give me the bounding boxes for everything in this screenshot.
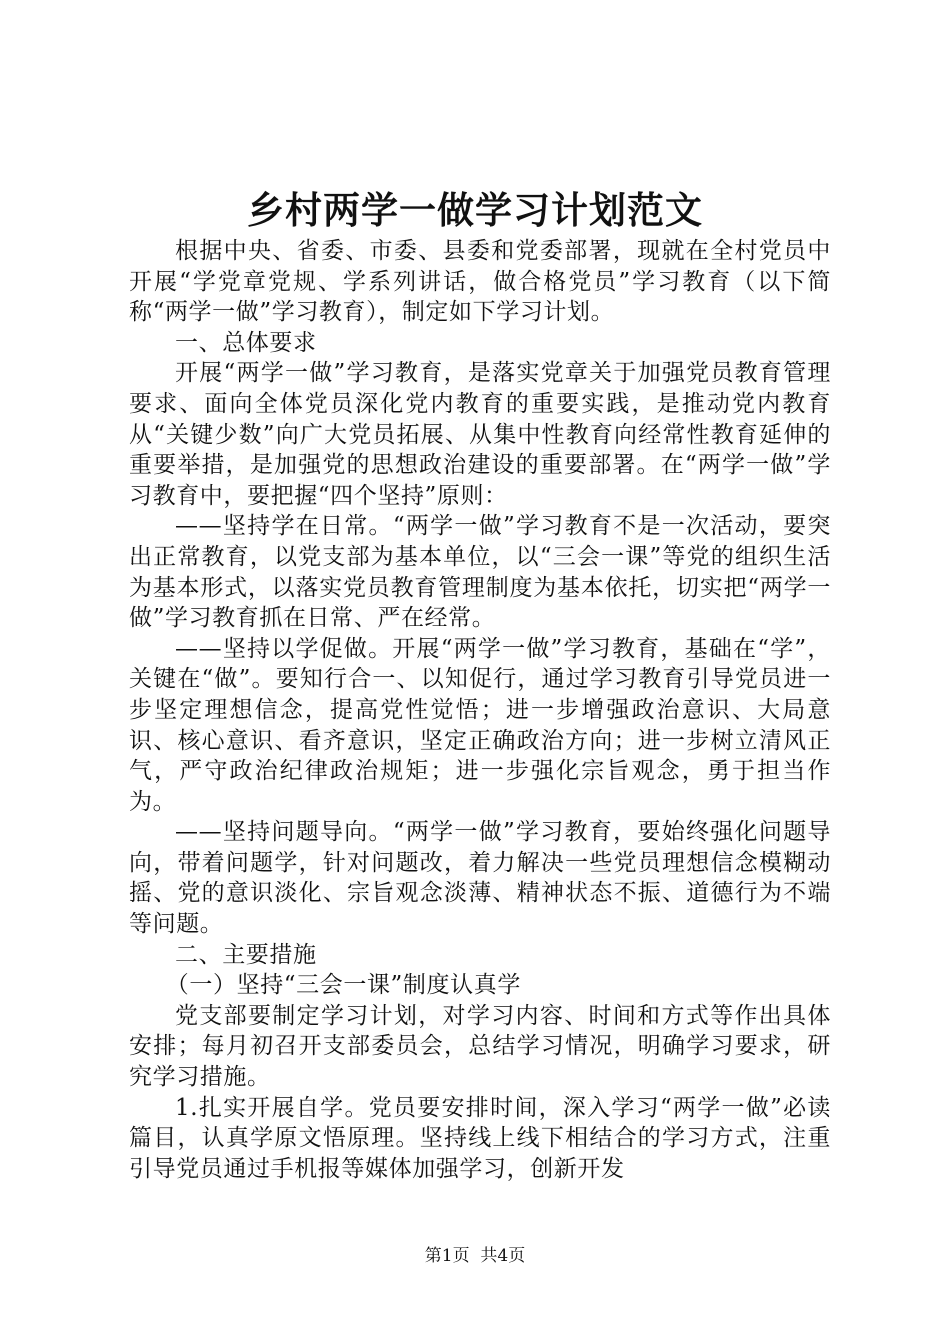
paragraph-overall-requirements: 开展“两学一做”学习教育，是落实党章关于加强党员教育管理要求、面向全体党员深化党内教育的重要实践，是推动党内教育从“关键少数”向广大党员拓展、从集中性教育向经常性教育延伸的重要举措，是加强党的思想政治建设的重要部署。在“两学一做”学习教育中，要把握“四个坚持”原则： [129, 360, 831, 509]
document-body [129, 236, 831, 1184]
subsection-heading-three-meetings: （一）坚持“三会一课”制度认真学 [165, 972, 521, 999]
paragraph-principle-daily: ——坚持学在日常。“两学一做”学习教育不是一次活动，要突出正常教育，以党支部为基本单位，以“三会一课”等党的组织生活为基本形式，以落实党员教育管理制度为基本依托，切实把“两学一做”学习教育抓在日常、严在经常。 [129, 513, 831, 632]
paragraph-intro: 根据中央、省委、市委、县委和党委部署，现就在全村党员中开展“学党章党规、学系列讲话，做合格党员”学习教育（以下简称“两学一做”学习教育），制定如下学习计划。 [129, 238, 831, 326]
total-pages: 共4页 [480, 1246, 526, 1266]
paragraph-principle-learning-action: ——坚持以学促做。开展“两学一做”学习教育，基础在“学”，关键在“做”。要知行合一、以知促行，通过学习教育引导党员进一步坚定理想信念，提高党性觉悟；进一步增强政治意识、大局意识、核心意识、看齐意识，坚定正确政治方向；进一步树立清风正气，严守政治纪律政治规矩；进一步强化宗旨观念，勇于担当作为。 [129, 635, 831, 815]
section-heading-measures: 二、主要措施 [175, 941, 317, 968]
section-heading-overall: 一、总体要求 [175, 329, 317, 356]
paragraph-principle-problem-oriented: ——坚持问题导向。“两学一做”学习教育，要始终强化问题导向，带着问题学，针对问题改，着力解决一些党员理想信念模糊动摇、党的意识淡化、宗旨观念淡薄、精神状态不振、道德行为不端等问题。 [129, 819, 831, 938]
paragraph-self-study: 1.扎实开展自学。党员要安排时间，深入学习“两学一做”必读篇目，认真学原文悟原理。坚持线上线下相结合的学习方式，注重引导党员通过手机报等媒体加强学习，创新开发 [129, 1094, 831, 1182]
page-number: 第1页 [424, 1246, 470, 1266]
paragraph-study-plan: 党支部要制定学习计划，对学习内容、时间和方式等作出具体安排；每月初召开支部委员会，总结学习情况，明确学习要求，研究学习措施。 [129, 1002, 831, 1091]
document-title: 乡村两学一做学习计划范文 [247, 188, 703, 232]
page-footer [0, 1245, 950, 1267]
